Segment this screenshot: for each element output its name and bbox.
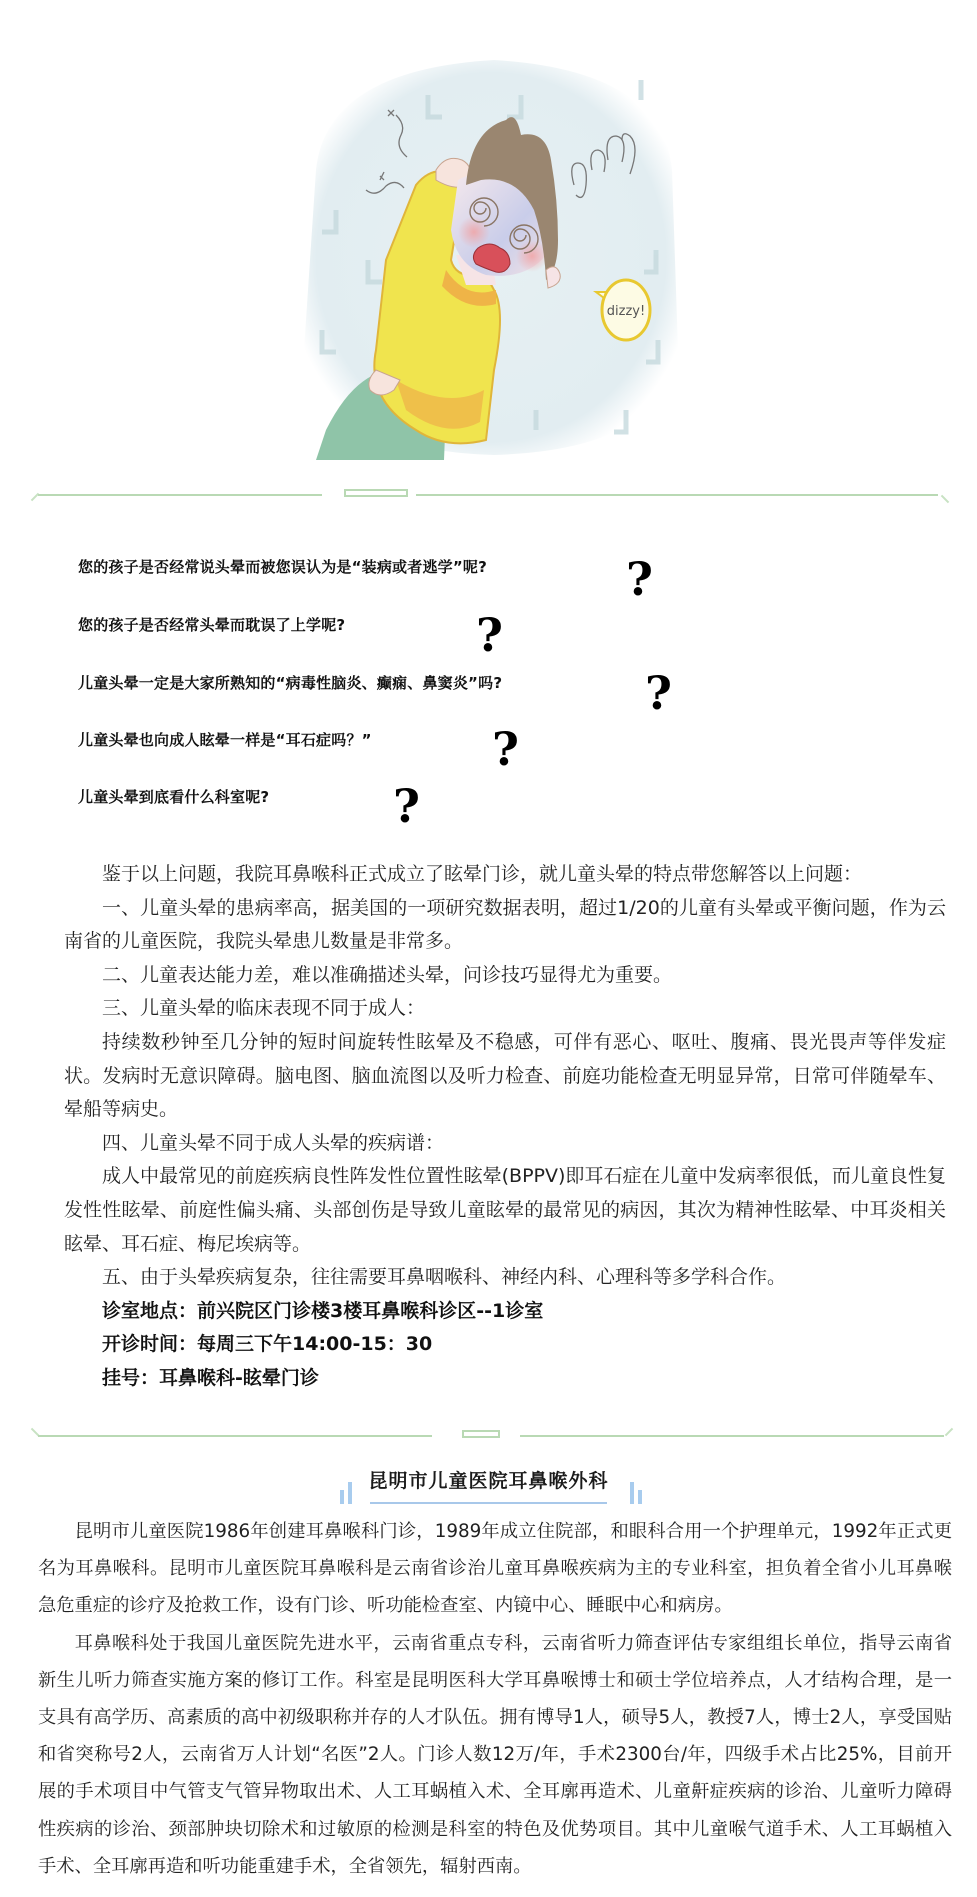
question-mark-icon: ? [476, 608, 503, 662]
clinic-registration: 挂号：耳鼻喉科-眩晕门诊 [102, 1366, 319, 1389]
question-3: 儿童头晕一定是大家所熟知的“病毒性脑炎、癫痫、鼻窦炎”吗? [78, 674, 503, 692]
title-underline [370, 1502, 607, 1504]
question-5: 儿童头晕到底看什么科室呢? [78, 788, 270, 806]
question-mark-icon: ? [626, 552, 653, 606]
section-divider [38, 1429, 948, 1443]
paragraph: 鉴于以上问题，我院耳鼻喉科正式成立了眩晕门诊，就儿童头晕的特点带您解答以上问题： [102, 863, 863, 885]
paragraph: 一、儿童头晕的患病率高，据美国的一项研究数据表明，超过1/20的儿童有头晕或平衡问题，作为云南省的儿童医院，我院头晕患儿数量是非常多。 [64, 896, 946, 953]
section-divider [38, 488, 948, 502]
paragraph: 昆明市儿童医院1986年创建耳鼻喉科门诊，1989年成立住院部，和眼科合用一个护理单元，1992年正式更名为耳鼻喉科。昆明市儿童医院耳鼻喉科是云南省诊治儿童耳鼻喉疾病为主的专业科室，担负着全省小儿耳鼻喉急危重症的诊疗及抢救工作，设有门诊、听功能检查室、内镜中心、睡眠中心和病房。 [38, 1521, 952, 1617]
department-title: 昆明市儿童医院耳鼻喉外科 [368, 1470, 609, 1492]
paragraph: 三、儿童头晕的临床表现不同于成人： [102, 997, 426, 1020]
decor-bar [630, 1482, 634, 1504]
clinic-hours: 开诊时间：每周三下午14:00-15：30 [102, 1333, 433, 1356]
question-mark-icon: ? [393, 779, 420, 833]
question-2: 您的孩子是否经常头晕而耽误了上学呢? [78, 616, 346, 634]
paragraph: 耳鼻喉科处于我国儿童医院先进水平，云南省重点专科，云南省听力筛查评估专家组组长单位，指导云南省新生儿听力筛查实施方案的修订工作。科室是昆明医科大学耳鼻喉博士和硕士学位培养点，人才结构合理，是一支具有高学历、高素质的高中初级职称并存的人才队伍。拥有博导1人，硕导5人，教授7人，博士2人，享受国贴和省突称号2人，云南省万人计划“名医”2人。门诊人数12万/年，手术2300台/年，四级手术占比25%，目前开展的手术项目中气管支气管异物取出术、人工耳蜗植入术、全耳廓再造术、儿童鼾症疾病的诊治、儿童听力障碍性疾病的诊治、颈部肿块切除术和过敏原的检测是科室的特色及优势项目。其中儿童喉气道手术、人工耳蜗植入手术、全耳廓再造和听功能重建手术，全省领先，辐射西南。 [38, 1632, 952, 1877]
question-mark-icon: ? [492, 722, 519, 776]
paragraph: 五、由于头晕疾病复杂，往往需要耳鼻咽喉科、神经内科、心理科等多学科合作。 [102, 1266, 787, 1289]
question-1: 您的孩子是否经常说头晕而被您误认为是“装病或者逃学”呢? [78, 558, 488, 576]
decor-bar [638, 1490, 642, 1504]
paragraph: 二、儿童表达能力差，难以准确描述头晕，问诊技巧显得尤为重要。 [102, 963, 673, 986]
dizzy-child-illustration [296, 50, 692, 460]
paragraph: 成人中最常见的前庭疾病良性阵发性位置性眩晕(BPPV)即耳石症在儿童中发病率很低，而儿童良性复发性性眩晕、前庭性偏头痛、头部创伤是导致儿童眩晕的最常见的病因，其次为精神性眩晕、中耳炎相关眩晕、耳石症、梅尼埃病等。 [64, 1165, 946, 1255]
vertigo-clinic-intro [64, 858, 946, 1396]
clinic-location: 诊室地点：前兴院区门诊楼3楼耳鼻喉科诊区--1诊室 [102, 1299, 544, 1322]
svg-text:dizzy!: dizzy! [606, 304, 646, 319]
question-4: 儿童头晕也向成人眩晕一样是“耳石症吗？” [78, 731, 372, 749]
department-description [38, 1513, 952, 1885]
paragraph: 持续数秒钟至几分钟的短时间旋转性眩晕及不稳感，可伴有恶心、呕吐、腹痛、畏光畏声等伴发症状。发病时无意识障碍。脑电图、脑血流图以及听力检查、前庭功能检查无明显异常，日常可伴随晕车、晕船等病史。 [64, 1030, 946, 1121]
question-mark-icon: ? [645, 666, 672, 720]
paragraph: 四、儿童头晕不同于成人头晕的疾病谱： [102, 1131, 445, 1154]
department-section-header [0, 1462, 977, 1510]
